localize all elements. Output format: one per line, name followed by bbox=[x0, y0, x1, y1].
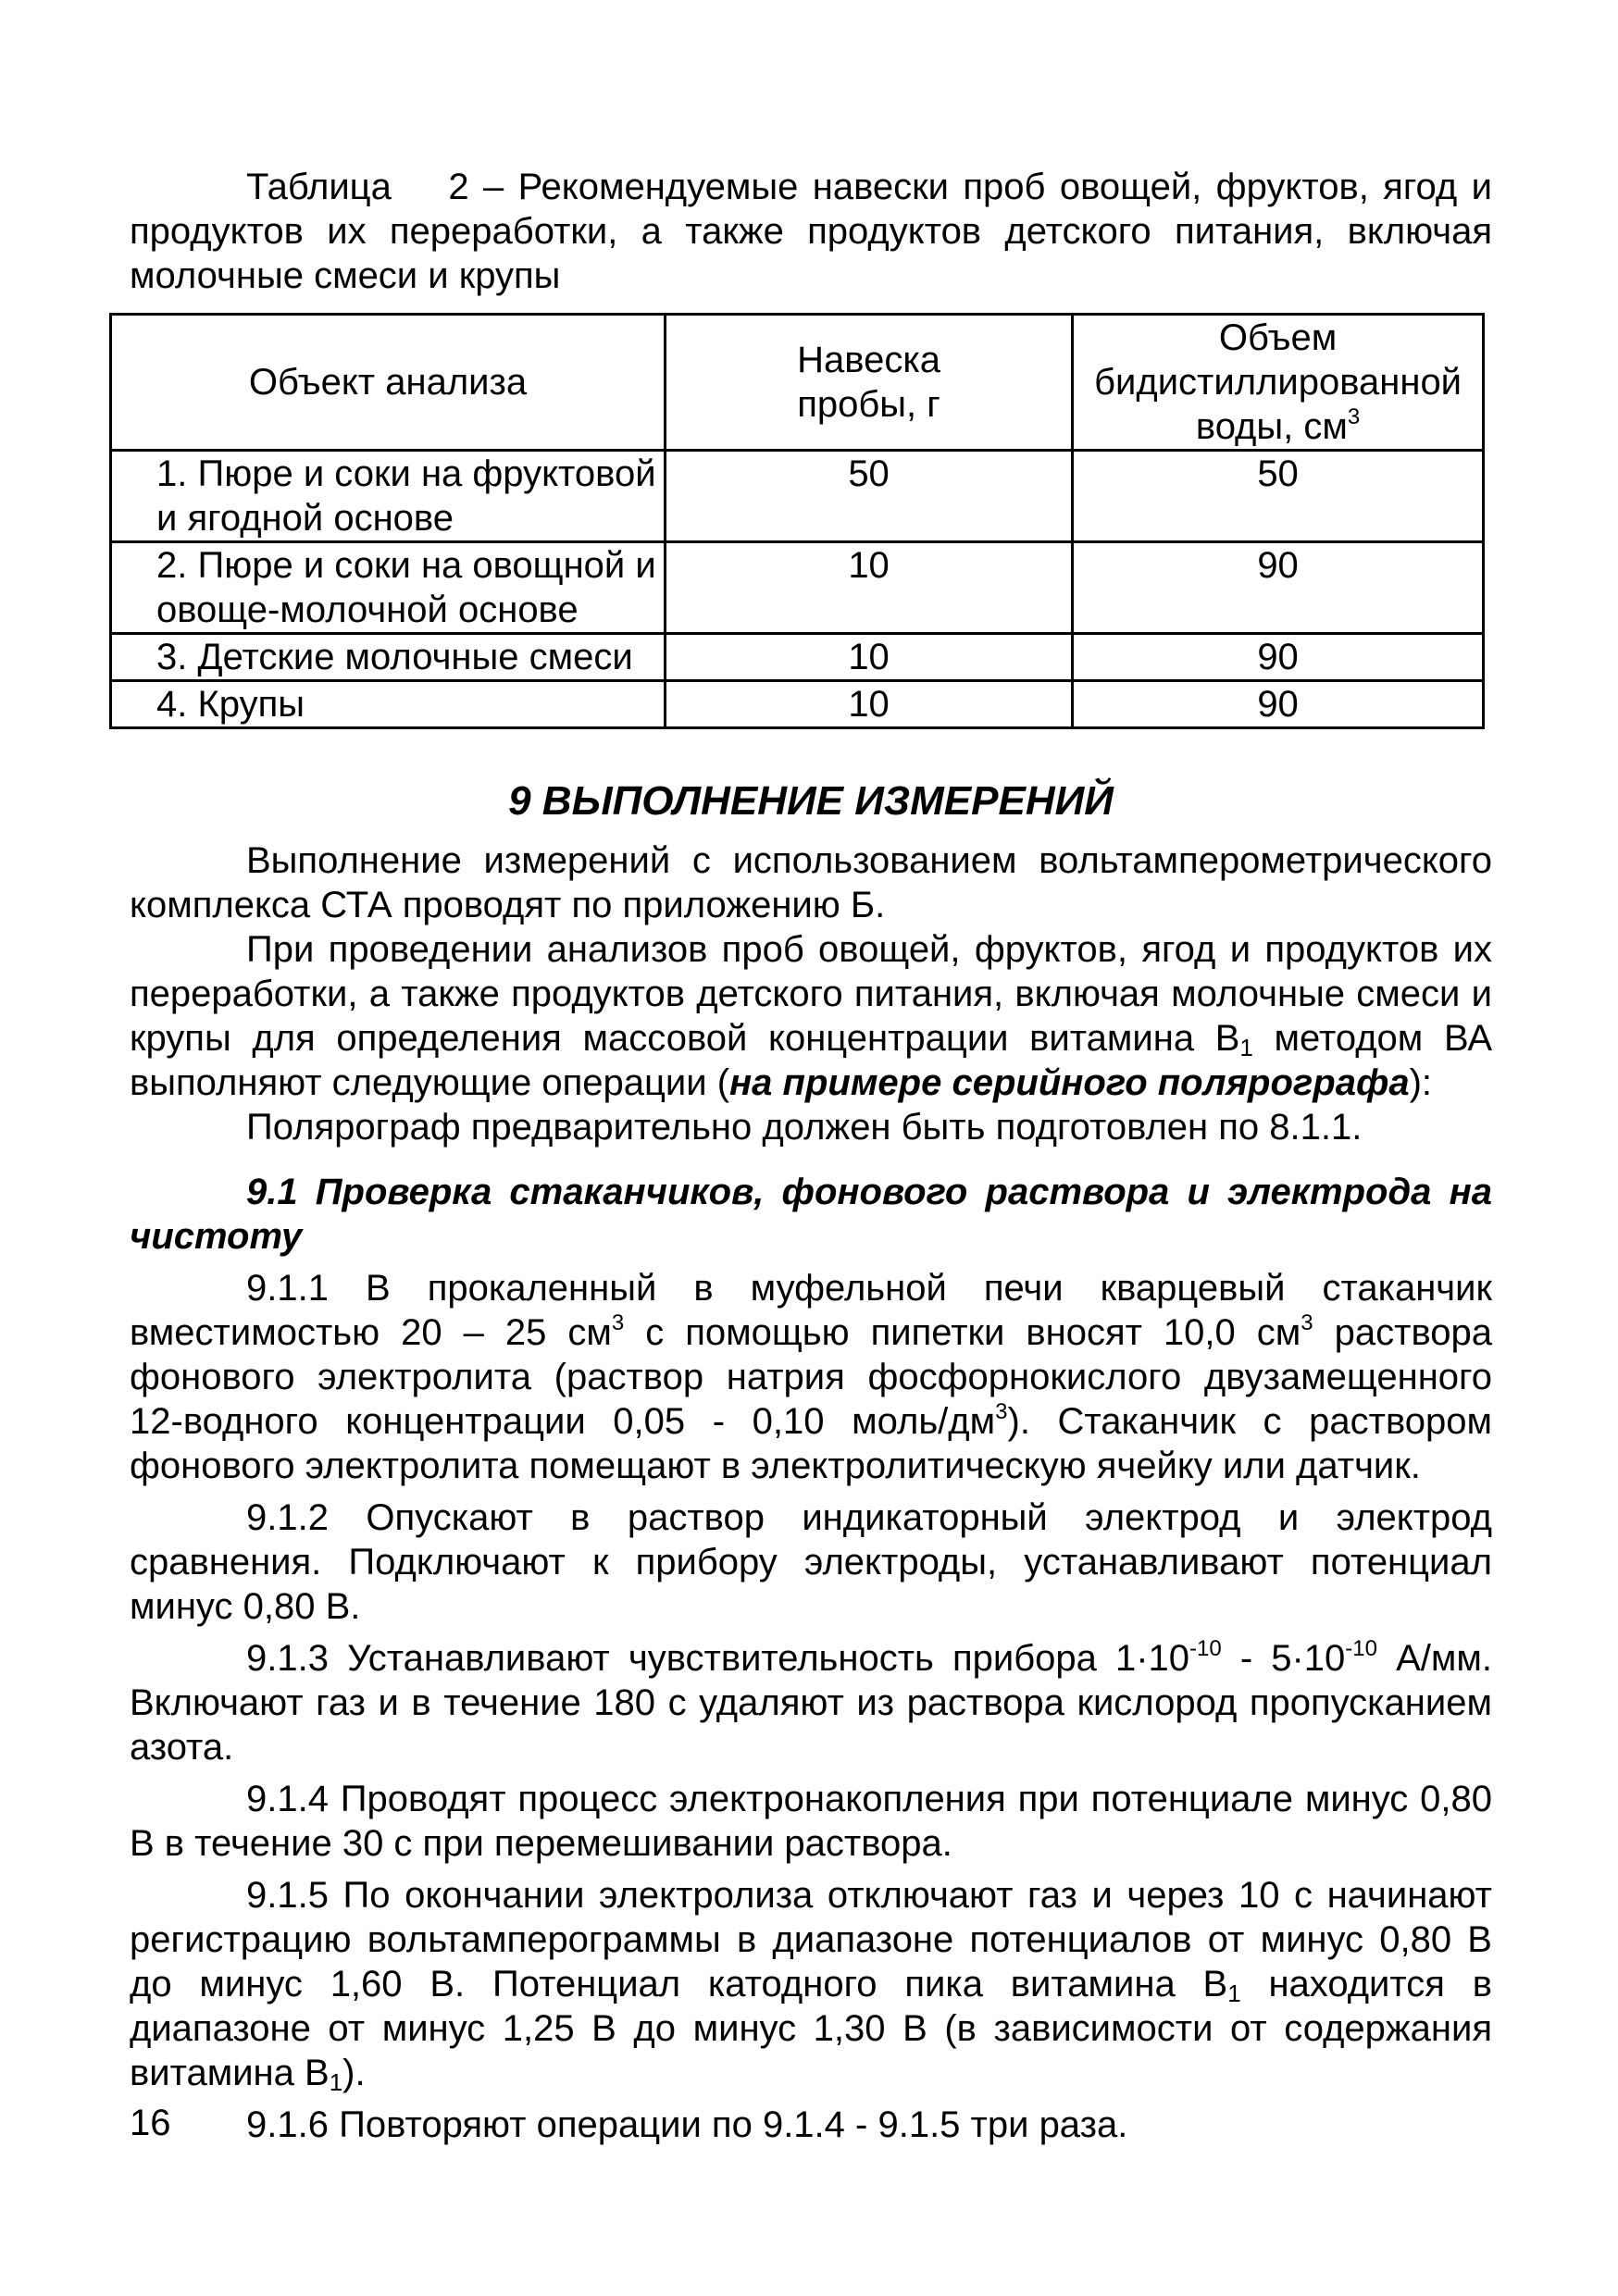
row-object: 1. Пюре и соки на фруктовой и ягодной основе bbox=[111, 451, 666, 542]
section-paragraph-1: Выполнение измерений с использованием вольтамперометрического комплекса СТА проводят по приложению Б. bbox=[130, 840, 1492, 925]
section-paragraph-2 bbox=[130, 927, 1492, 1105]
s913-text-a: 9.1.3 Устанавливают чувствительность прибора 1·10 bbox=[246, 1638, 1190, 1679]
section-title: 9 ВЫПОЛНЕНИЕ ИЗМЕРЕНИЙ bbox=[508, 778, 1114, 824]
table-caption bbox=[130, 165, 1492, 298]
s915-sub1: 1 bbox=[1227, 1980, 1241, 2007]
s911-text-c: раствора фонового электролита (раствор натрия фосфорнокислого двузамещенного 12-водного концентрации 0,05 - 0,10 моль/дм bbox=[130, 1312, 1493, 1442]
row-volume: 90 bbox=[1073, 542, 1484, 634]
s911-sup1: 3 bbox=[611, 1310, 625, 1335]
s913-sup1: -10 bbox=[1189, 1636, 1222, 1661]
page-number: 16 bbox=[130, 2103, 171, 2143]
subsection-title: 9.1 Проверка стаканчиков, фонового раствора и электрода на чистоту bbox=[130, 1172, 1492, 1257]
row-object: 4. Крупы bbox=[111, 681, 666, 728]
caption-text: – Рекомендуемые навески проб овощей, фруктов, ягод и продуктов их переработки, а также продуктов детского питания, включая молочные смеси и крупы bbox=[130, 167, 1492, 296]
item-9-1-3 bbox=[130, 1636, 1492, 1769]
header-volume-text: Объем бидистиллированной воды, см bbox=[1094, 317, 1462, 447]
item-9-1-6: 9.1.6 Повторяют операции по 9.1.4 - 9.1.5 три раза. bbox=[246, 2104, 1128, 2145]
row-volume: 50 bbox=[1073, 451, 1484, 542]
item-9-1-5 bbox=[130, 1873, 1492, 2095]
header-sample-text: Навеска пробы, г bbox=[797, 340, 940, 425]
header-volume bbox=[1073, 315, 1484, 451]
s911-text-d: ). Стаканчик с раствором фонового электролита помещают в электролитическую ячейку или датчик. bbox=[130, 1401, 1492, 1486]
item-9-1-2: 9.1.2 Опускают в раствор индикаторный электрод и электрод сравнения. Подключают к прибору электроды, устанавливают потенциал минус 0,80 В. bbox=[130, 1497, 1492, 1627]
s911-text-b: с помощью пипетки вносят 10,0 см bbox=[624, 1312, 1301, 1353]
table-row bbox=[111, 634, 1484, 681]
row-volume: 90 bbox=[1073, 681, 1484, 728]
row-sample: 50 bbox=[666, 451, 1073, 542]
para2-sub: 1 bbox=[1239, 1034, 1253, 1061]
document-page bbox=[130, 165, 1492, 2147]
para2-emphasis: на примере серийного полярографа bbox=[729, 1062, 1410, 1103]
header-volume-sup: 3 bbox=[1347, 404, 1361, 429]
row-sample: 10 bbox=[666, 634, 1073, 681]
s915-sub2: 1 bbox=[329, 2068, 343, 2096]
row-sample: 10 bbox=[666, 542, 1073, 634]
header-sample bbox=[666, 315, 1073, 451]
s915-text-c: ). bbox=[342, 2053, 366, 2093]
caption-number: 2 bbox=[448, 167, 469, 207]
table-header-row bbox=[111, 315, 1484, 451]
item-9-1-1 bbox=[130, 1266, 1492, 1488]
row-object: 3. Детские молочные смеси bbox=[111, 634, 666, 681]
header-object: Объект анализа bbox=[111, 315, 666, 451]
item-9-1-4: 9.1.4 Проводят процесс электронакопления при потенциале минус 0,80 В в течение 30 с при перемешивании раствора. bbox=[130, 1779, 1492, 1864]
table-row bbox=[111, 542, 1484, 634]
s913-sup2: -10 bbox=[1345, 1636, 1377, 1661]
para2-text-b: методом ВА выполняют следующие операции ( bbox=[130, 1018, 1493, 1103]
s915-text-a: 9.1.5 По окончании электролиза отключают газ и через 10 с начинают регистрацию вольтамперограммы в диапазоне потенциалов от минус 0,80 В до минус 1,60 В. Потенциал катодного пика витамина В bbox=[130, 1875, 1492, 2004]
table-row bbox=[111, 451, 1484, 542]
s911-sup2: 3 bbox=[1301, 1310, 1313, 1335]
sample-table bbox=[109, 313, 1485, 729]
row-object: 2. Пюре и соки на овощной и овоще-молочной основе bbox=[111, 542, 666, 634]
row-sample: 10 bbox=[666, 681, 1073, 728]
s913-text-c: А/мм. Включают газ и в течение 180 с удаляют из раствора кислород пропусканием азота. bbox=[130, 1638, 1492, 1768]
section-paragraph-3: Полярограф предварительно должен быть подготовлен по 8.1.1. bbox=[246, 1107, 1363, 1148]
s915-text-b: находится в диапазоне от минус 1,25 В до минус 1,30 В (в зависимости от содержания витамина В bbox=[130, 1964, 1492, 2093]
caption-label: Таблица bbox=[246, 167, 392, 207]
table-row bbox=[111, 681, 1484, 728]
s911-text-a: 9.1.1 В прокаленный в муфельной печи кварцевый стаканчик вместимостью 20 – 25 см bbox=[130, 1268, 1492, 1353]
s913-text-b: - 5·10 bbox=[1221, 1638, 1346, 1679]
para2-text-c: ): bbox=[1409, 1062, 1433, 1103]
para2-text-a: При проведении анализов проб овощей, фруктов, ягод и продуктов их переработки, а также продуктов детского питания, включая молочные смеси и крупы для определения массовой концентрации витамина В bbox=[130, 929, 1492, 1059]
row-volume: 90 bbox=[1073, 634, 1484, 681]
s911-sup3: 3 bbox=[995, 1399, 1008, 1424]
